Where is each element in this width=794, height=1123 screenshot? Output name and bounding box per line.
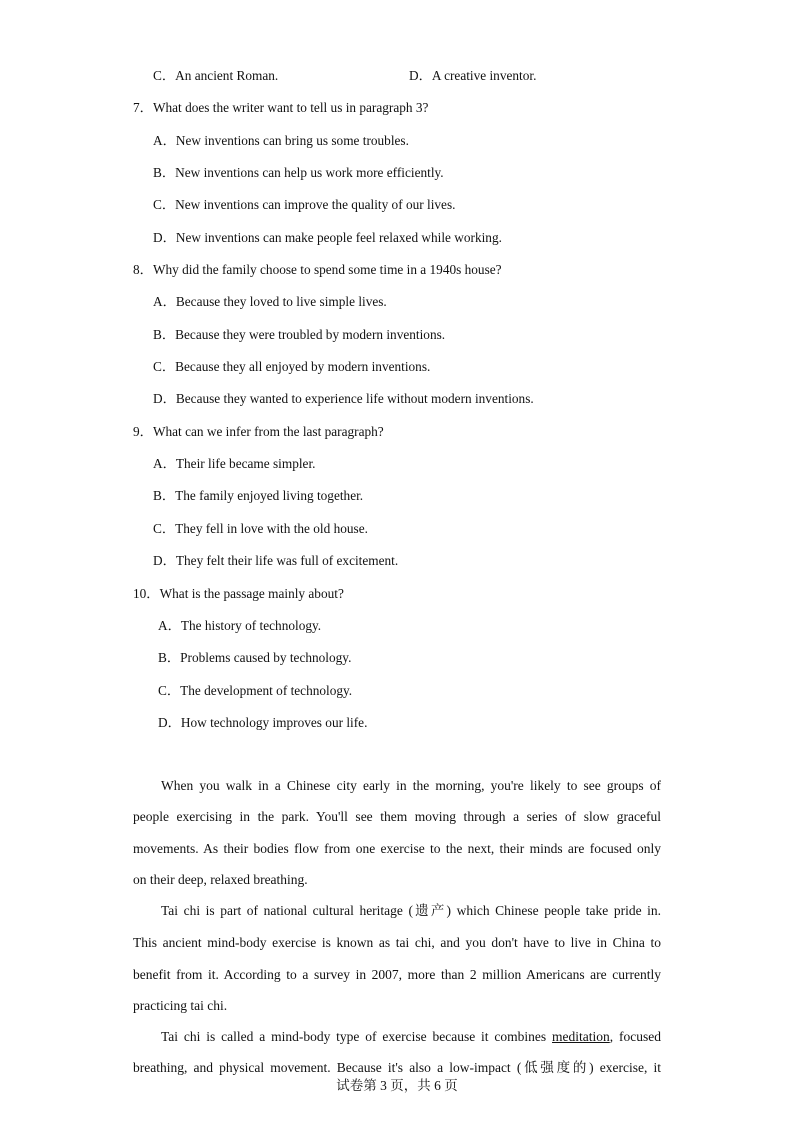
q6-option-c: C．An ancient Roman. [153, 68, 279, 83]
passage-p2-line3: benefit from it. According to a survey in 2007, more than 2 million Americans are currently [133, 967, 661, 982]
passage-p3-text-before: Tai chi is called a mind-body type of exercise because it combines [161, 1029, 553, 1044]
passage-p1-line1: When you walk in a Chinese city early in the morning, you're likely to see groups of [161, 778, 661, 793]
q8-stem: 8．Why did the family choose to spend some time in a 1940s house? [133, 262, 502, 277]
passage-p2-line2: This ancient mind-body exercise is known as tai chi, and you don't have to live in China to [133, 935, 661, 950]
page-footer: 试卷第 3 页，共 6 页 [336, 1078, 458, 1093]
q10-stem: 10．What is the passage mainly about? [133, 586, 344, 601]
q8-option-d: D．Because they wanted to experience life without modern inventions. [153, 391, 534, 406]
q10-option-c: C．The development of technology. [158, 683, 353, 698]
q6-option-d: D．A creative inventor. [409, 68, 537, 83]
passage-p2-line4: practicing tai chi. [133, 998, 228, 1013]
q7-stem: 7．What does the writer want to tell us in paragraph 3? [133, 100, 429, 115]
q9-option-d: D．They felt their life was full of excitement. [153, 553, 399, 568]
q7-option-c: C．New inventions can improve the quality of our lives. [153, 197, 456, 212]
passage-p3-line2: breathing, and physical movement. Because it's also a low-impact (低强度的) exercise, it [133, 1060, 661, 1075]
q7-option-b: B．New inventions can help us work more efficiently. [153, 165, 444, 180]
passage-p3-line1 [161, 1030, 661, 1044]
q9-option-b: B．The family enjoyed living together. [153, 488, 364, 503]
passage-p1-line3: movements. As their bodies flow from one exercise to the next, their minds are focused only [133, 841, 661, 856]
underlined-word-meditation: meditation [552, 1029, 610, 1044]
q7-option-d: D．New inventions can make people feel relaxed while working. [153, 230, 502, 245]
passage-p1-line2: people exercising in the park. You'll see them moving through a series of slow graceful [133, 809, 661, 824]
q8-option-b: B．Because they were troubled by modern inventions. [153, 327, 446, 342]
q10-option-b: B．Problems caused by technology. [158, 650, 352, 665]
q8-option-a: A．Because they loved to live simple lives. [153, 294, 387, 309]
q10-option-a: A．The history of technology. [158, 618, 322, 633]
q9-option-a: A．Their life became simpler. [153, 456, 316, 471]
q9-option-c: C．They fell in love with the old house. [153, 521, 368, 536]
passage-p1-line4: on their deep, relaxed breathing. [133, 872, 308, 887]
q7-option-a: A．New inventions can bring us some troubles. [153, 133, 409, 148]
q10-option-d: D．How technology improves our life. [158, 715, 368, 730]
passage-p2-line1: Tai chi is part of national cultural heritage (遗产) which Chinese people take pride in. [161, 903, 661, 918]
q8-option-c: C．Because they all enjoyed by modern inventions. [153, 359, 431, 374]
passage-p3-text-after: , focused [609, 1029, 662, 1044]
q9-stem: 9．What can we infer from the last paragraph? [133, 424, 384, 439]
